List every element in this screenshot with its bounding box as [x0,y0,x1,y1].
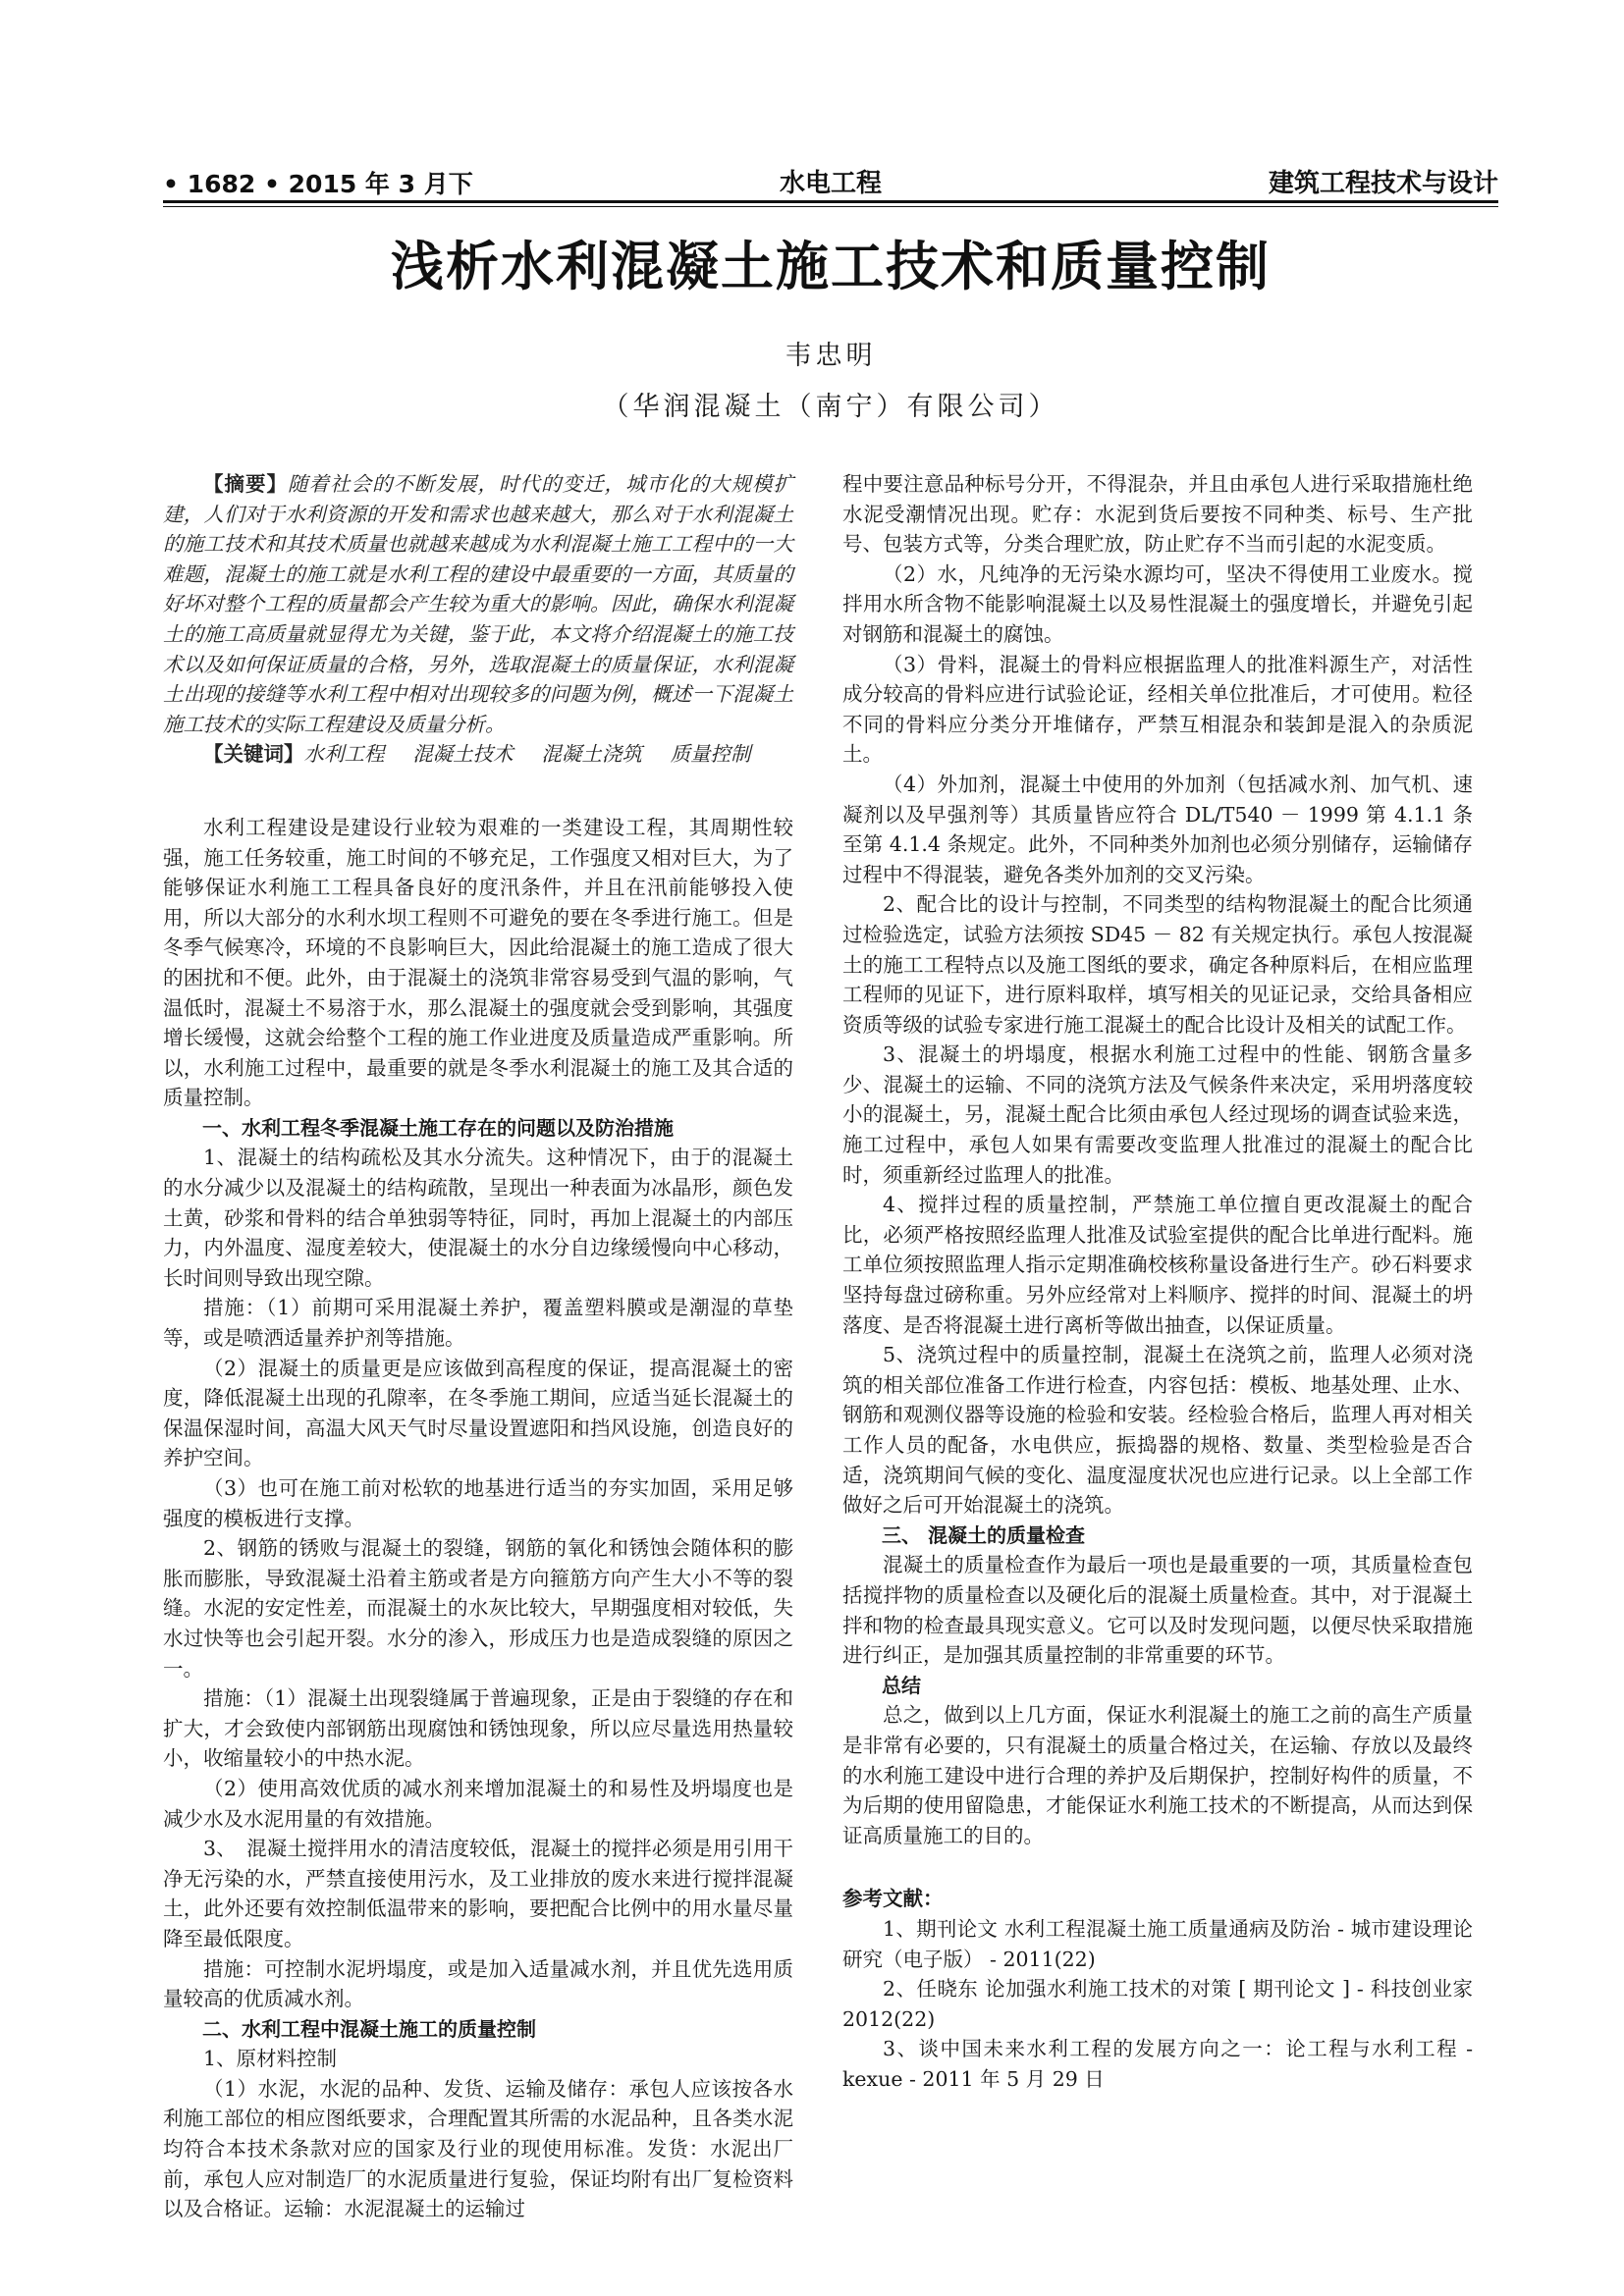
body-paragraph: 水利工程建设是建设行业较为艰难的一类建设工程，其周期性较强，施工任务较重，施工时间的不够充足，工作强度又相对巨大，为了能够保证水利施工工程具备良好的度汛条件，并且在汛前能够投入使用，所以大部分的水利水坝工程则不可避免的要在冬季进行施工。但是冬季气候寒冷，环境的不良影响巨大，因此给混凝土的施工造成了很大的困扰和不便。此外，由于混凝土的浇筑非常容易受到气温的影响，气温低时，混凝土不易溶于水，那么混凝土的强度就会受到影响，其强度增长缓慢，这就会给整个工程的施工作业进度及质量造成严重影响。所以，水利施工过程中，最重要的就是冬季水利混凝土的施工及其合适的质量控制。 [163,815,793,1110]
body-paragraph: 程中要注意品种标号分开，不得混杂，并且由承包人进行采取措施杜绝水泥受潮情况出现。贮存：水泥到货后要按不同种类、标号、生产批号、包装方式等，分类合理贮放，防止贮存不当而引起的水泥变质。 [842,472,1473,557]
body-paragraph: 措施：（1）前期可采用混凝土养护，覆盖塑料膜或是潮湿的草垫等，或是喷洒适量养护剂等措施。 [163,1296,793,1351]
article-title: 浅析水利混凝土施工技术和质量控制 [391,236,1271,297]
abstract [163,469,793,739]
author-affiliation: （华润混凝土（南宁）有限公司） [602,392,1059,422]
header-rule-thin [163,206,1498,207]
body-paragraph: 1、原材料控制 [203,2047,338,2071]
body-paragraph: 措施：可控制水泥坍塌度，或是加入适量减水剂，并且优先选用质量较高的优质减水剂。 [163,1956,793,2011]
journal-section: 水电工程 [779,169,882,198]
references-title: 参考文献： [842,1887,944,1911]
body-paragraph: （1）水泥，水泥的品种、发货、运输及储存：承包人应该按各水利施工部位的相应图纸要求，合理配置其所需的水泥品种，且各类水泥均符合本技术条款对应的国家及行业的现使用标准。发货：水泥出厂前，承包人应对制造厂的水泥质量进行复验，保证均附有出厂复检资料以及合格证。运输：水泥混凝土的运输过 [163,2076,793,2221]
reference-item: 1、期刊论文 水利工程混凝土施工质量通病及防治 - 城市建设理论研究（电子版） - 2011(22) [842,1916,1473,1971]
body-paragraph: （4）外加剂，混凝土中使用的外加剂（包括减水剂、加气机、速凝剂以及早强剂等）其质量皆应符合 DL/T540 － 1999 第 4.1.1 条至第 4.1.4 条规定。此外，不同种类外加剂也必须分别储存，运输储存过程中不得混装，避免各类外加剂的交叉污染。 [842,772,1473,886]
body-paragraph: 5、浇筑过程中的质量控制，混凝土在浇筑之前，监理人必须对浇筑的相关部位准备工作进行检查，内容包括：模板、地基处理、止水、钢筋和观测仪器等设施的检验和安装。经检验合格后，监理人再对相关工作人员的配备，水电供应，振捣器的规格、数量、类型检验是否合适，浇筑期间气候的变化、温度湿度状况也应进行记录。以上全部工作做好之后可开始混凝土的浇筑。 [842,1343,1473,1518]
issue-info: • 1682 • 2015 年 3 月下 [163,170,473,198]
running-header [163,157,1498,200]
body-paragraph: 3、 混凝土搅拌用水的清洁度较低，混凝土的搅拌必须是用引用干净无污染的水，严禁直接使用污水，及工业排放的废水来进行搅拌混凝土，此外还要有效控制低温带来的影响，要把配合比例中的用水量尽量降至最低限度。 [163,1837,793,1950]
reference-item: 3、谈中国未来水利工程的发展方向之一：论工程与水利工程 - kexue - 2011 年 5 月 29 日 [842,2037,1473,2091]
keyword-item: 混凝土浇筑 [541,742,642,767]
body-paragraph: （3）也可在施工前对松软的地基进行适当的夯实加固，采用足够强度的模板进行支撑。 [163,1476,793,1530]
column-name: 建筑工程技术与设计 [1268,169,1498,198]
abstract-label: 【摘要】 [203,472,288,496]
right-body [842,469,1473,1850]
keywords-label: 【关键词】 [203,742,304,767]
keyword-item: 水利工程 [303,742,385,767]
left-column [163,469,793,2224]
section-heading: 一、水利工程冬季混凝土施工存在的问题以及防治措施 [202,1115,674,1140]
right-column [842,469,1473,2094]
reference-item: 2、任晓东 论加强水利施工技术的对策 [ 期刊论文 ] - 科技创业家 2012(22) [842,1977,1473,2031]
body-paragraph: 3、混凝土的坍塌度，根据水利施工过程中的性能、钢筋含量多少、混凝土的运输、不同的浇筑方法及气候条件来决定，采用坍落度较小的混凝土，另，混凝土配合比须由承包人经过现场的调查试验来选，施工过程中，承包人如果有需要改变监理人批准过的混凝土的配合比时，须重新经过监理人的批准。 [842,1042,1473,1187]
left-body [163,813,793,2224]
keyword-item: 质量控制 [670,742,751,767]
summary-heading: 总结 [882,1673,921,1697]
section-heading: 三、 混凝土的质量检查 [882,1522,1085,1547]
body-paragraph: 2、钢筋的锈败与混凝土的裂缝，钢筋的氧化和锈蚀会随体积的膨胀而膨胀，导致混凝土沿着主筋或者是方向箍筋方向产生大小不等的裂缝。水泥的安定性差，而混凝土的水灰比较大，早期强度相对较低，失水过快等也会引起开裂。水分的渗入，形成压力也是造成裂缝的原因之一。 [163,1536,793,1681]
body-paragraph: （3）骨料，混凝土的骨料应根据监理人的批准料源生产，对活性成分较高的骨料应进行试验论证，经相关单位批准后，才可使用。粒径不同的骨料应分类分开堆储存，严禁互相混杂和装卸是混入的杂质泥土。 [842,652,1473,767]
keywords [163,739,793,770]
body-paragraph: 混凝土的质量检查作为最后一项也是最重要的一项，其质量检查包括搅拌物的质量检查以及硬化后的混凝土质量检查。其中，对于混凝土拌和物的检查最具现实意义。它可以及时发现问题，以便尽快采取措施进行纠正，是加强其质量控制的非常重要的环节。 [842,1553,1473,1668]
body-paragraph: （2）水，凡纯净的无污染水源均可，坚决不得使用工业废水。搅拌用水所含物不能影响混凝土以及易性混凝土的强度增长，并避免引起对钢筋和混凝土的腐蚀。 [842,561,1473,646]
body-paragraph: （2）混凝土的质量更是应该做到高程度的保证，提高混凝土的密度，降低混凝土出现的孔隙率，在冬季施工期间，应适当延长混凝土的保温保湿时间，高温大风天气时尽量设置遮阳和挡风设施，创造良好的养护空间。 [163,1356,793,1470]
body-paragraph: 1、混凝土的结构疏松及其水分流失。这种情况下，由于的混凝土的水分减少以及混凝土的结构疏散，呈现出一种表面为冰晶形，颜色发土黄，砂浆和骨料的结合单独弱等特征，同时，再加上混凝土的内部压力，内外温度、湿度差较大，使混凝土的水分自边缘缓慢向中心移动，长时间则导致出现空隙。 [163,1146,793,1290]
section-heading: 二、水利工程中混凝土施工的质量控制 [202,2016,536,2041]
body-paragraph: （2）使用高效优质的减水剂来增加混凝土的和易性及坍塌度也是减少水及水泥用量的有效措施。 [163,1776,793,1831]
abstract-text: 随着社会的不断发展，时代的变迁，城市化的大规模扩建，人们对于水利资源的开发和需求也越来越大，那么对于水利混凝土的施工技术和其技术质量也就越来越成为水利混凝土施工工程中的一大难题，混凝土的施工就是水利工程的建设中最重要的一方面，其质量的好坏对整个工程的质量都会产生较为重大的影响。因此，确保水利混凝土的施工高质量就显得尤为关键，鉴于此，本文将介绍混凝土的施工技术以及如何保证质量的合格，另外，选取混凝土的质量保证，水利混凝土出现的接缝等水利工程中相对出现较多的问题为例，概述一下混凝土施工技术的实际工程建设及质量分析。 [163,472,793,736]
references-list [842,1914,1473,2095]
author-name: 韦忠明 [785,341,877,371]
header-rule-thick [163,200,1498,203]
body-paragraph: 总之，做到以上几方面，保证水利混凝土的施工之前的高生产质量是非常有必要的，只有混凝土的质量合格过关，在运输、存放以及最终的水利施工建设中进行合理的养护及后期保护，控制好构件的质量，不为后期的使用留隐患，才能保证水利施工技术的不断提高，从而达到保证高质量施工的目的。 [842,1703,1473,1847]
body-paragraph: 2、配合比的设计与控制，不同类型的结构物混凝土的配合比须通过检验选定，试验方法须按 SD45 － 82 有关规定执行。承包人按混凝土的施工工程特点以及施工图纸的要求，确定各种原料后，在相应监理工程师的见证下，进行原料取样，填写相关的见证记录，交给具备相应资质等级的试验专家进行施工混凝土的配合比设计及相关的试配工作。 [842,892,1473,1037]
keyword-item: 混凝土技术 [412,742,514,767]
body-paragraph: 4、搅拌过程的质量控制，严禁施工单位擅自更改混凝土的配合比，必须严格按照经监理人批准及试验室提供的配合比单进行配料。施工单位须按照监理人指示定期准确校核称量设备进行生产。砂石料要求坚持每盘过磅称重。另外应经常对上料顺序、搅拌的时间、混凝土的坍落度、是否将混凝土进行离析等做出抽查，以保证质量。 [842,1193,1473,1337]
body-paragraph: 措施：（1）混凝土出现裂缝属于普遍现象，正是由于裂缝的存在和扩大，才会致使内部钢筋出现腐蚀和锈蚀现象，所以应尽量选用热量较小，收缩量较小的中热水泥。 [163,1686,793,1771]
